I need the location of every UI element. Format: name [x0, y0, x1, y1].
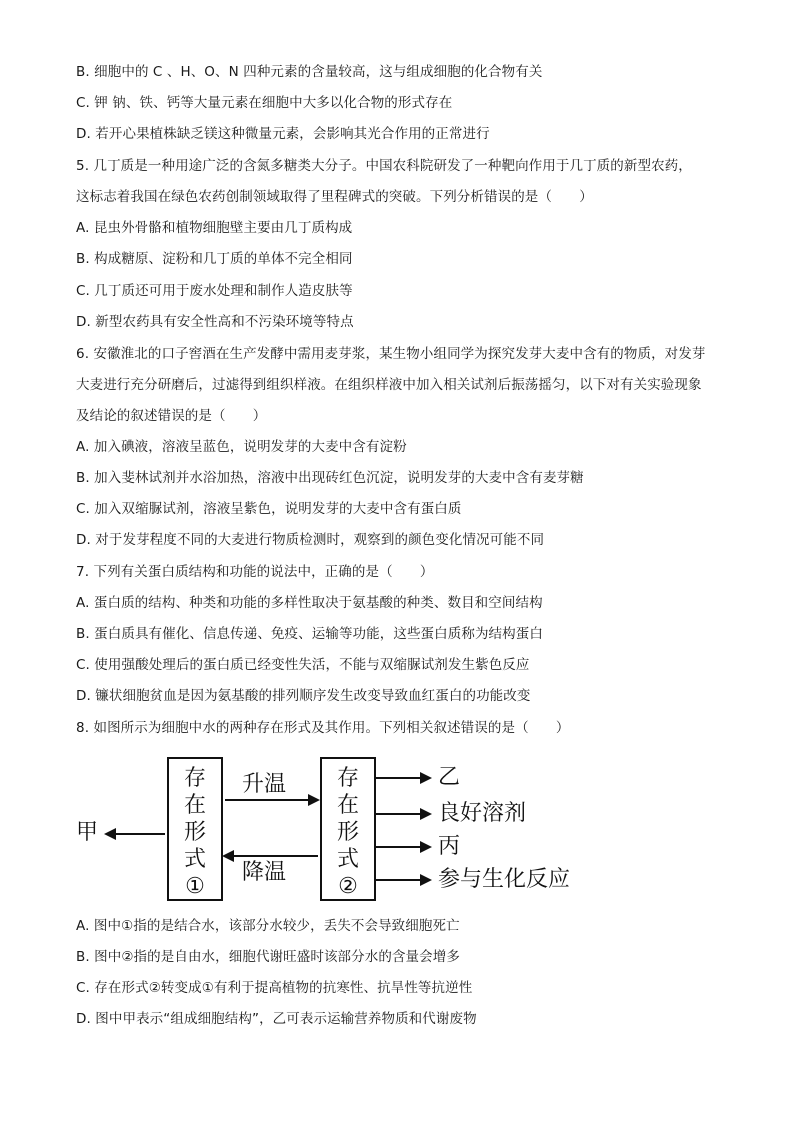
q6-stem-line-2: 大麦进行充分研磨后，过滤得到组织样液。在组织样液中加入相关试剂后振荡摇匀，以下对有关实验现象: [76, 377, 702, 393]
label-yi: 乙: [438, 765, 461, 790]
box1-char-1: 存: [183, 766, 206, 791]
q8-option-a: A. 图中①指的是结合水，该部分水较少，丢失不会导致细胞死亡: [76, 918, 460, 934]
q4-option-b: B. 细胞中的 C 、H、O、N 四种元素的含量较高，这与组成细胞的化合物有关: [76, 64, 543, 80]
label-biochemical-reaction: 参与生化反应: [438, 867, 571, 892]
q6-stem-line-1: 6. 安徽淮北的口子窖酒在生产发酵中需用麦芽浆，某生物小组同学为探究发芽大麦中含有的物质，对发芽: [76, 346, 706, 362]
q8-option-d: D. 图中甲表示“组成细胞结构”，乙可表示运输营养物质和代谢废物: [76, 1011, 477, 1027]
water-forms-diagram: [70, 752, 610, 907]
q6-stem-line-3: 及结论的叙述错误的是（ ）: [76, 408, 267, 424]
storage-form-1-box: [167, 757, 223, 901]
q8-stem: 8. 如图所示为细胞中水的两种存在形式及其作用。下列相关叙述错误的是（ ）: [76, 720, 570, 736]
q6-option-c: C. 加入双缩脲试剂，溶液呈紫色，说明发芽的大麦中含有蛋白质: [76, 501, 462, 517]
label-jia: 甲: [76, 820, 99, 845]
q7-option-c: C. 使用强酸处理后的蛋白质已经变性失活，不能与双缩脲试剂发生紫色反应: [76, 657, 530, 673]
box2-char-2: 在: [336, 793, 359, 818]
q5-stem-line-1: 5. 几丁质是一种用途广泛的含氮多糖类大分子。中国农科院研发了一种靶向作用于几丁质的新型农药，: [76, 158, 692, 174]
q5-option-c: C. 几丁质还可用于废水处理和制作人造皮肤等: [76, 283, 353, 299]
q4-option-d: D. 若开心果植株缺乏镁这种微量元素，会影响其光合作用的正常进行: [76, 126, 490, 142]
box1-char-5: ①: [185, 874, 205, 899]
q8-option-b: B. 图中②指的是自由水，细胞代谢旺盛时该部分水的含量会增多: [76, 949, 460, 965]
q7-option-b: B. 蛋白质具有催化、信息传递、免疫、运输等功能，这些蛋白质称为结构蛋白: [76, 626, 543, 642]
q4-option-c: C. 钾 钠、铁、钙等大量元素在细胞中大多以化合物的形式存在: [76, 95, 453, 111]
q6-option-d: D. 对于发芽程度不同的大麦进行物质检测时，观察到的颜色变化情况可能不同: [76, 532, 545, 548]
q6-option-a: A. 加入碘液，溶液呈蓝色，说明发芽的大麦中含有淀粉: [76, 439, 407, 455]
storage-form-2-box: [320, 757, 376, 901]
box2-char-5: ②: [338, 874, 358, 899]
q6-option-b: B. 加入斐林试剂并水浴加热，溶液中出现砖红色沉淀，说明发芽的大麦中含有麦芽糖: [76, 470, 584, 486]
label-bing: 丙: [438, 834, 461, 859]
q5-option-a: A. 昆虫外骨骼和植物细胞壁主要由几丁质构成: [76, 220, 353, 236]
q8-option-c: C. 存在形式②转变成①有利于提高植物的抗寒性、抗旱性等抗逆性: [76, 980, 473, 996]
box1-char-3: 形: [183, 820, 206, 845]
label-good-solvent: 良好溶剂: [438, 801, 527, 826]
box2-char-4: 式: [336, 847, 359, 872]
q7-option-a: A. 蛋白质的结构、种类和功能的多样性取决于氨基酸的种类、数目和空间结构: [76, 595, 543, 611]
q5-stem-line-2: 这标志着我国在绿色农药创制领域取得了里程碑式的突破。下列分析错误的是（ ）: [76, 189, 593, 205]
label-cooling: 降温: [242, 860, 287, 885]
box2-char-1: 存: [336, 766, 359, 791]
q7-stem: 7. 下列有关蛋白质结构和功能的说法中，正确的是（ ）: [76, 564, 434, 580]
q5-option-b: B. 构成糖原、淀粉和几丁质的单体不完全相同: [76, 251, 353, 267]
box2-char-3: 形: [336, 820, 359, 845]
q5-option-d: D. 新型农药具有安全性高和不污染环境等特点: [76, 314, 354, 330]
box1-char-4: 式: [183, 847, 206, 872]
box1-char-2: 在: [183, 793, 206, 818]
label-heating: 升温: [242, 772, 287, 797]
q7-option-d: D. 镰状细胞贫血是因为氨基酸的排列顺序发生改变导致血红蛋白的功能改变: [76, 688, 531, 704]
